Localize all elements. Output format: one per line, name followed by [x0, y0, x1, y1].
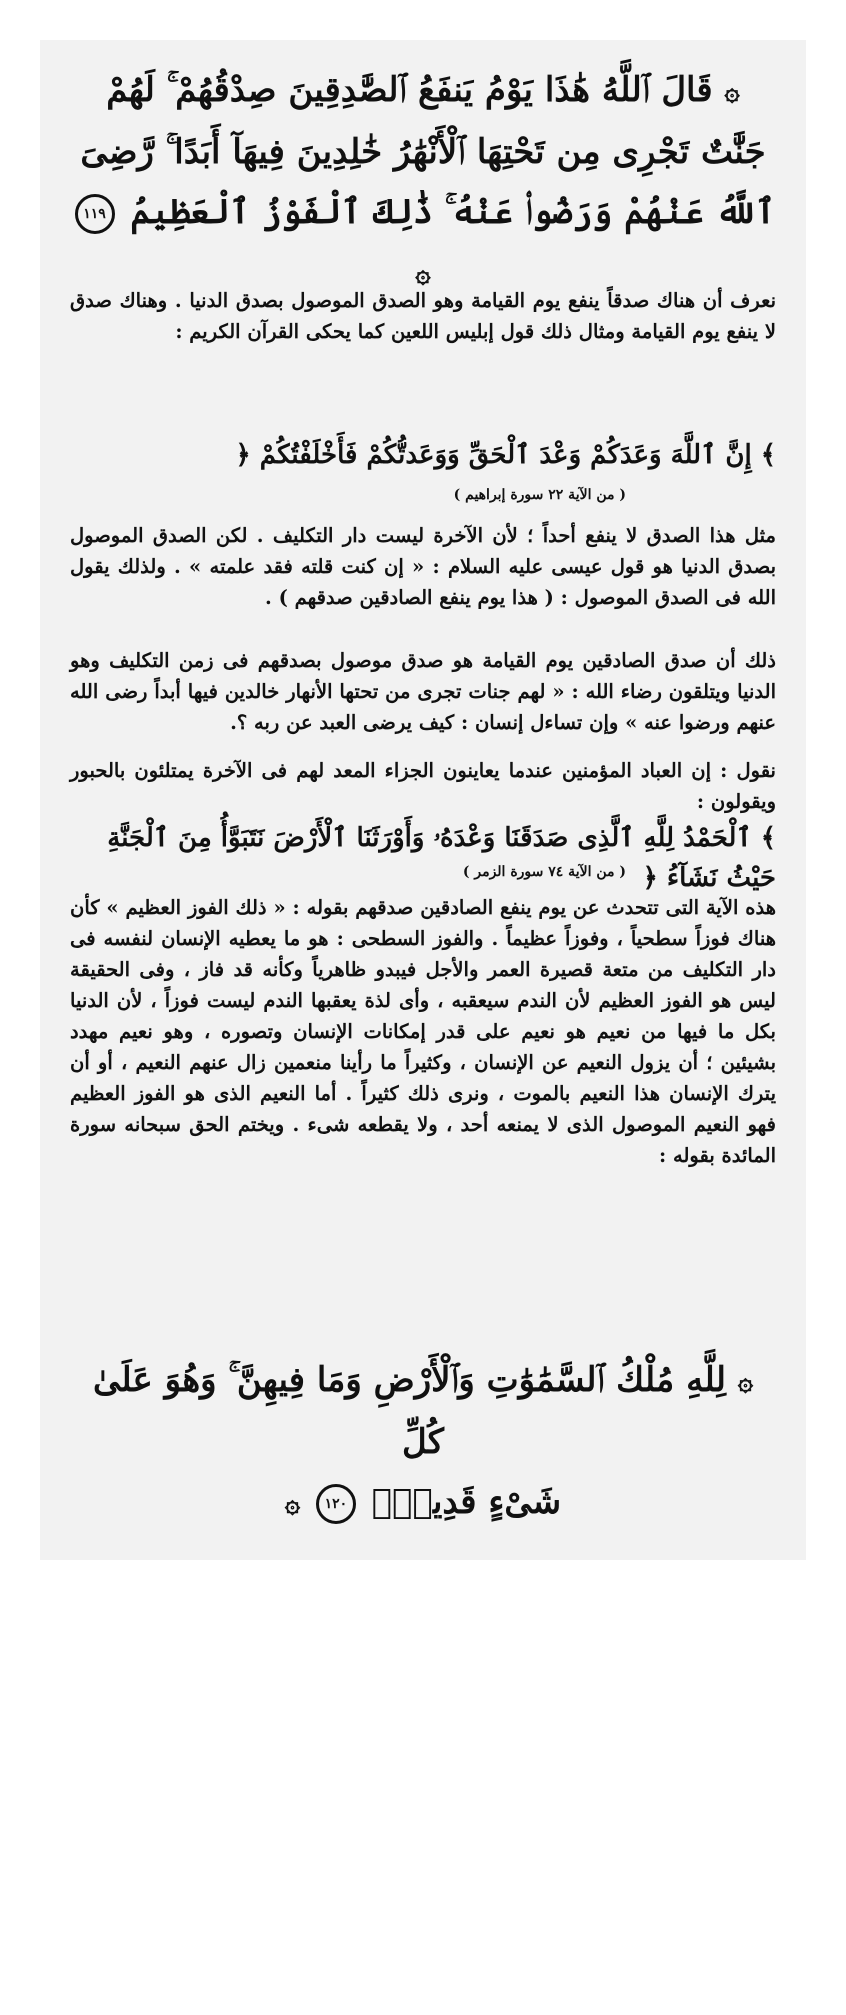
verse-zumar-74: ﴾ ٱلْحَمْدُ لِلَّهِ ٱلَّذِى صَدَقَنَا وَعْدَهُۥ وَأَوْرَثَنَا ٱلْأَرْضَ نَتَبَوَّأُ مِنَ ٱلْجَنَّةِ حَيْثُ نَشَآءُ ﴿: [70, 818, 776, 898]
paragraph-1: نعرف أن هناك صدقاً ينفع يوم القيامة وهو الصدق الموصول بصدق الدنيا . وهناك صدق لا ينفع يوم القيامة ومثال ذلك قول إبليس اللعين كما يحكى القرآن الكريم :: [70, 289, 776, 343]
paragraph-4: نقول : إن العباد المؤمنين عندما يعاينون الجزاء المعد لهم فى الآخرة يمتلئون بالحبور ويقولون :: [70, 759, 776, 813]
paragraph-2: مثل هذا الصدق لا ينفع أحداً ؛ لأن الآخرة ليست دار التكليف . لكن الصدق الموصول بصدق الدنيا هو قول عيسى عليه السلام : « إن كنت قلته فقد علمته » . ولذلك يقول الله فى الصدق الموصول : ( هذا يوم ينفع الصادقين صدقهم ) .: [70, 524, 776, 609]
bracket-close: ﴿: [642, 863, 658, 893]
verse-120-line-1: ۞ لِلَّهِ مُلْكُ ٱلسَّمَٰوَٰتِ وَٱلْأَرْضِ وَمَا فِيهِنَّ ۚ وَهُوَ عَلَىٰ كُلِّ: [70, 1350, 776, 1472]
bracket-open: ﴾: [760, 440, 776, 470]
verse-119-line-1: ۞ قَالَ ٱللَّهُ هَٰذَا يَوْمُ يَنفَعُ ٱلصَّٰدِقِينَ صِدْقُهُمْ ۚ لَهُمْ: [70, 60, 776, 122]
verse-number-badge: ١١٩: [75, 194, 115, 234]
bracket-open: ﴾: [760, 823, 776, 853]
book-page: [40, 40, 806, 1560]
verse-number-badge: ١٢٠: [316, 1484, 356, 1524]
verse-ibrahim-22: ﴾ إِنَّ ٱللَّهَ وَعَدَكُمْ وَعْدَ ٱلْحَقِّ وَوَعَدتُّكُمْ فَأَخْلَفْتُكُمْ ﴿: [70, 435, 776, 475]
paragraph-5: هذه الآية التى تتحدث عن يوم ينفع الصادقين صدقهم بقوله : « ذلك الفوز العظيم » كأن هناك فوزاً سطحياً ، وفوزاً عظيماً . والفوز السطحى : هو ما يعطيه الإنسان لنفسه فى دار التكليف من متعة قصيرة العمر والأجل فيبدو ظاهرياً وكأنه قد فاز ، وفى الحقيقة ليس هو الفوز العظيم لأن الندم سيعقبه ، وأى لذة يعقبها الندم ليست فوزاً ، لأن الدنيا بكل ما فيها من نعيم هو نعيم على قدر إمكانات الإنسان وتصوره ، وهو نعيم مهدد بشيئين ؛ أن يزول النعيم عن الإنسان ، وكثيراً ما رأينا منعمين زال عنهم النعيم ، أو أن يترك الإنسان هذا النعيم بالموت ، ونرى ذلك كثيراً . أما النعيم الذى هو الفوز العظيم فهو النعيم الموصول الذى لا يمنعه أحد ، ولا يقطعه شىء . ويختم الحق سبحانه سورة المائدة بقوله :: [70, 896, 776, 1167]
ornament-icon: ۞: [737, 1367, 754, 1397]
reference-zumar: ( من الآية ٧٤ سورة الزمر ): [462, 864, 626, 880]
reference-ibrahim: ( من الآية ٢٢ سورة إبراهيم ): [453, 487, 626, 503]
verse-119-line-3: ٱللَّهُ عَنْهُمْ وَرَضُوا۟ عَنْهُ ۚ ذَٰلِكَ ٱلْفَوْزُ ٱلْعَظِيمُ ١١٩ ۞: [70, 182, 776, 304]
bracket-close: ﴿: [235, 440, 251, 470]
ornament-icon: ۞: [284, 1489, 301, 1519]
ornament-icon: ۞: [724, 77, 740, 107]
verse-120: [70, 1350, 776, 1534]
verse-119-line-2: جَنَّٰتٌ تَجْرِى مِن تَحْتِهَا ٱلْأَنْهَٰرُ خَٰلِدِينَ فِيهَآ أَبَدًا ۚ رَّضِىَ: [80, 132, 766, 172]
paragraph-3: ذلك أن صدق الصادقين يوم القيامة هو صدق موصول بصدقهم فى زمن التكليف وهو الدنيا ويتلقون رضاء الله : « لهم جنات تجرى من تحتها الأنهار خالدين فيها أبداً رضى الله عنهم ورضوا عنه » وإن تساءل إنسان : كيف يرضى العبد عن ربه ؟.: [70, 649, 776, 734]
verse-119: [70, 60, 776, 304]
ornament-icon: ۞: [415, 259, 431, 289]
verse-120-line-2: شَىْءٍ قَدِيرٌۢ ١٢٠ ۞: [70, 1472, 776, 1534]
